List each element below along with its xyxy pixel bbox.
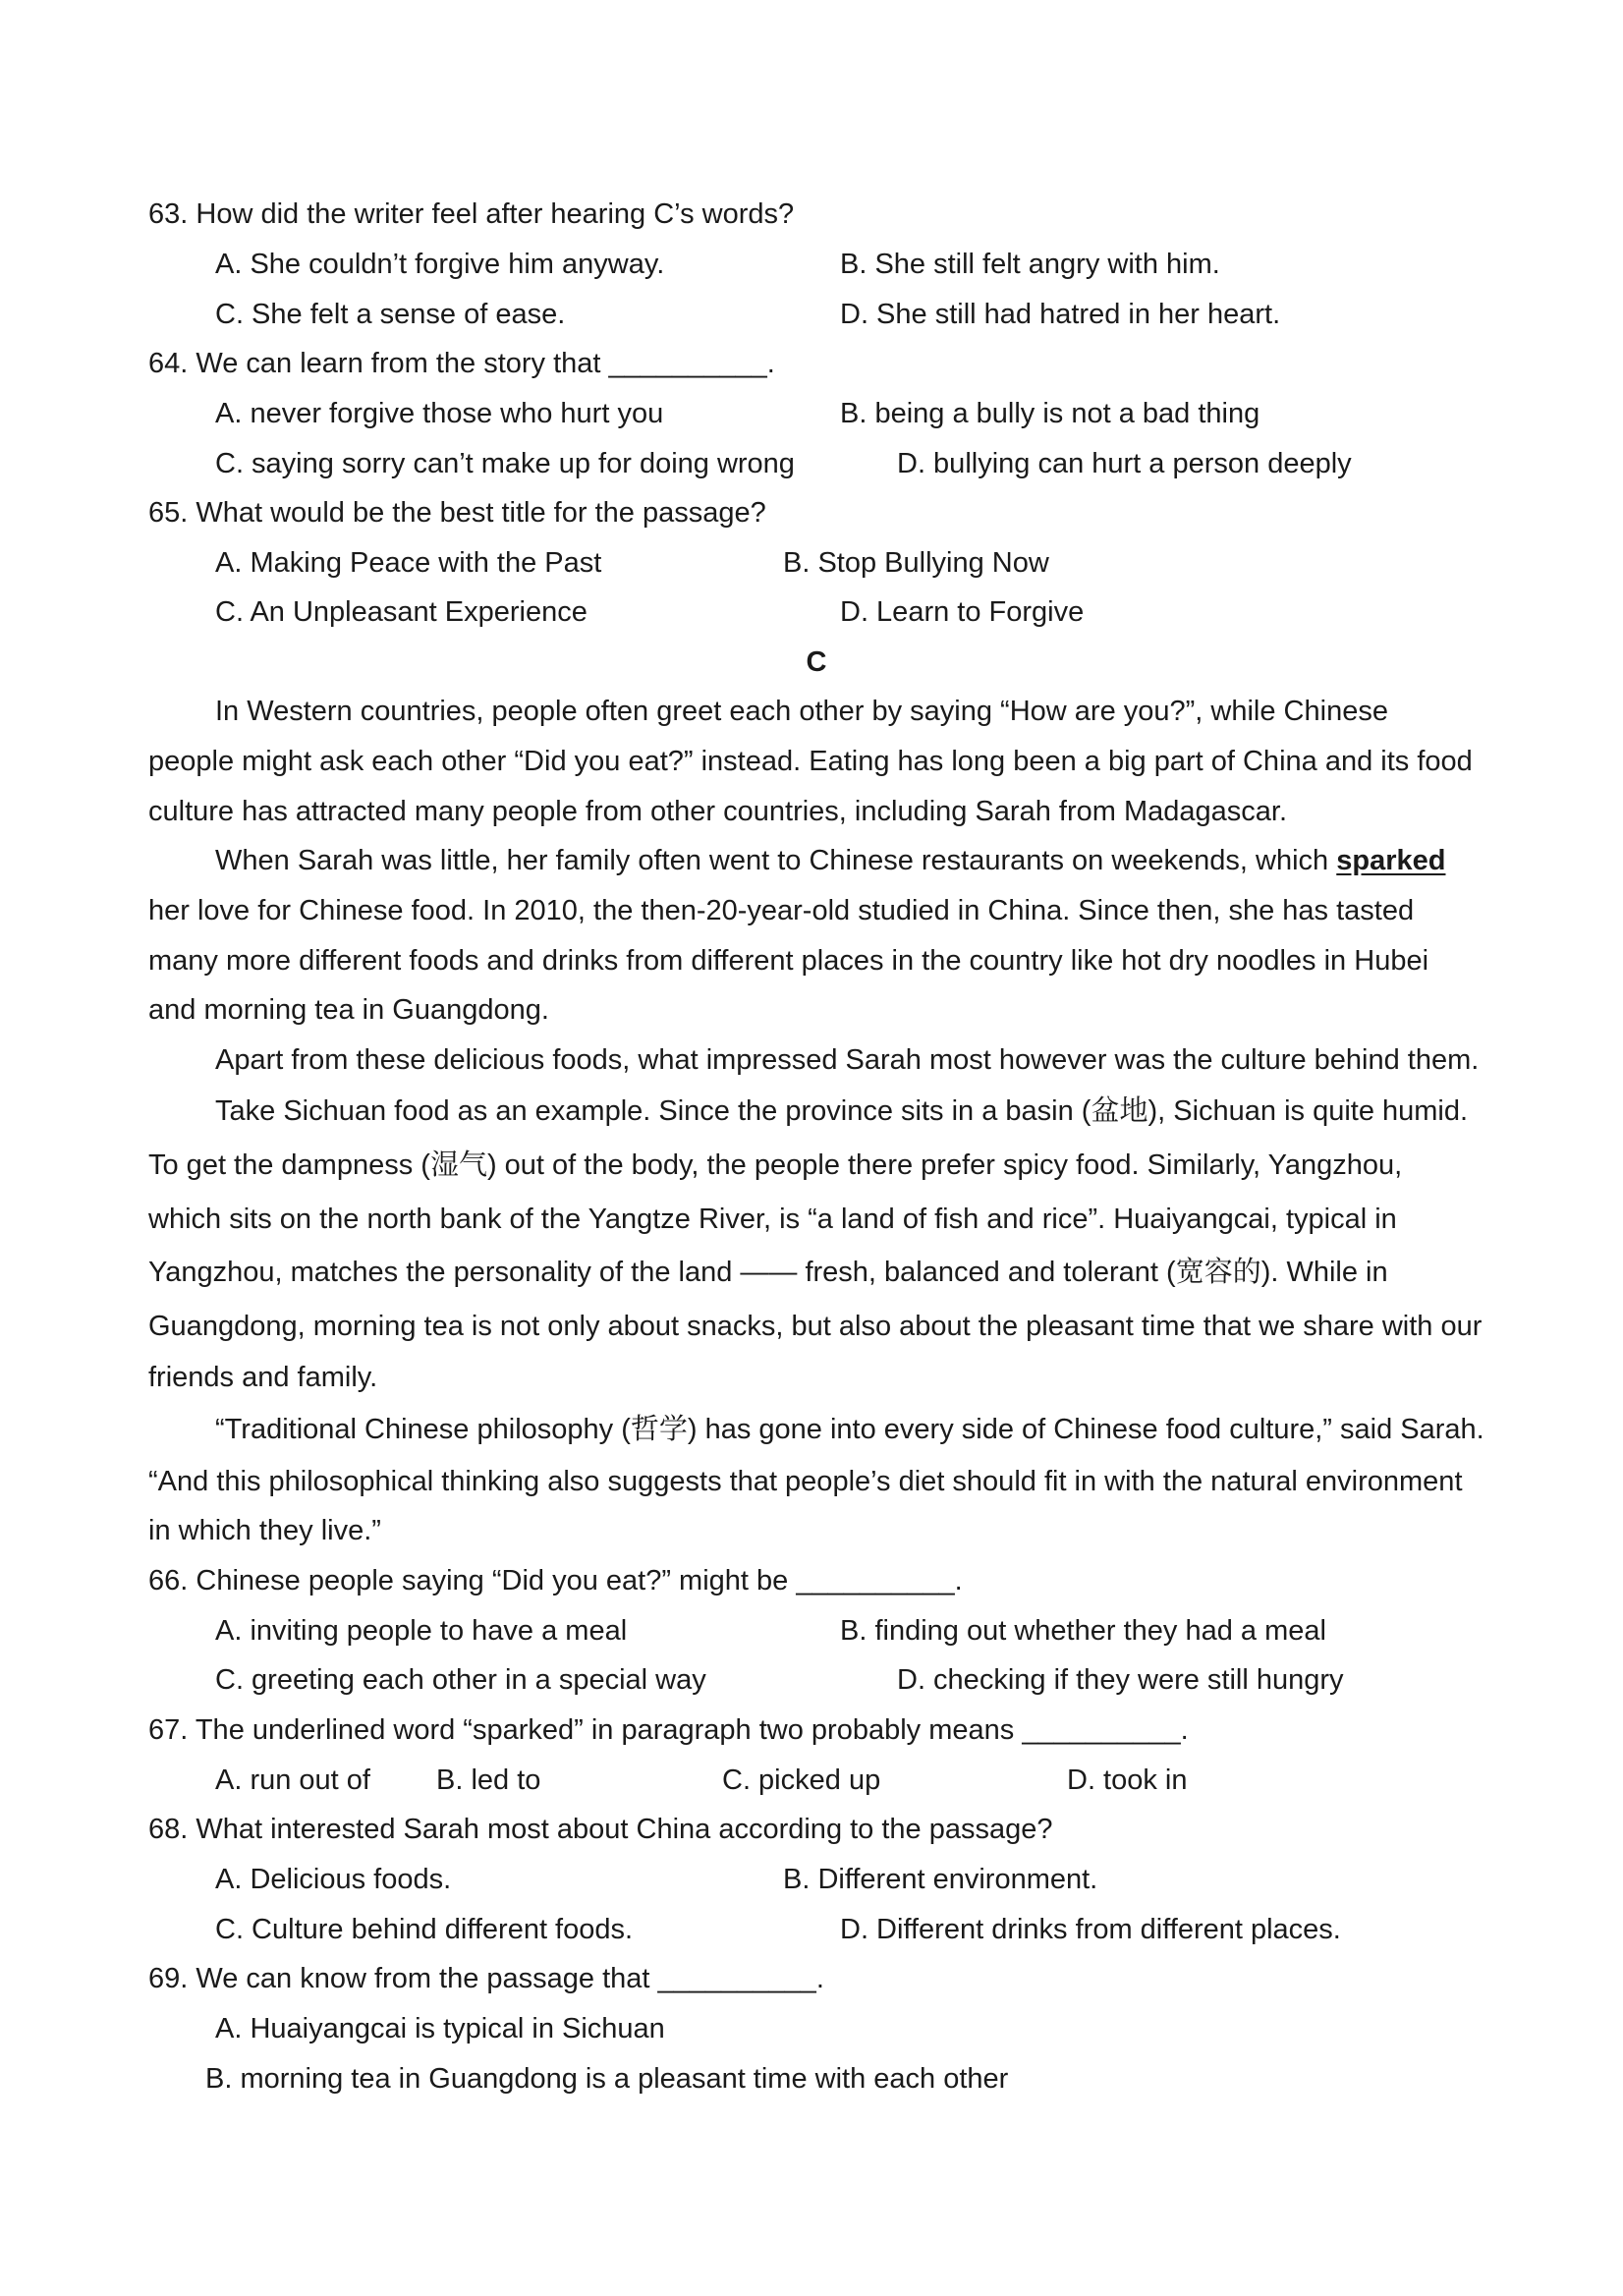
passage-line: her love for Chinese food. In 2010, the then-20-year-old studied in China. Since then, she has tasted [148, 895, 1415, 926]
passage-line [215, 843, 1445, 878]
question-64-option-b: B. being a bully is not a bad thing [840, 398, 1260, 429]
question-63-option-b: B. She still felt angry with him. [840, 249, 1220, 280]
passage-line: in which they live.” [148, 1515, 381, 1546]
passage-line: friends and family. [148, 1362, 378, 1393]
passage-line: and morning tea in Guangdong. [148, 994, 549, 1026]
question-63-option-a: A. She couldn’t forgive him anyway. [215, 249, 665, 280]
passage-line: which sits on the north bank of the Yangtze River, is “a land of fish and rice”. Huaiyangcai, typical in [148, 1204, 1397, 1235]
question-65-option-c: C. An Unpleasant Experience [215, 596, 588, 628]
question-66-option-b: B. finding out whether they had a meal [840, 1615, 1326, 1647]
question-67-option-a: A. run out of [215, 1764, 370, 1796]
underlined-word-sparked: sparked [1336, 845, 1446, 876]
passage-line: many more different foods and drinks from different places in the country like hot dry noodles in Hubei [148, 945, 1429, 977]
question-66-option-c: C. greeting each other in a special way [215, 1664, 706, 1696]
question-63-option-d: D. She still had hatred in her heart. [840, 299, 1281, 330]
passage-line: people might ask each other “Did you eat?” instead. Eating has long been a big part of China and its food [148, 746, 1473, 777]
question-65-option-d: D. Learn to Forgive [840, 596, 1085, 628]
question-66-option-a: A. inviting people to have a meal [215, 1615, 628, 1647]
passage-line: Take Sichuan food as an example. Since the province sits in a basin (盆地), Sichuan is quite humid. [215, 1095, 1469, 1127]
question-68-option-b: B. Different environment. [783, 1864, 1098, 1895]
question-66-stem: 66. Chinese people saying “Did you eat?” might be __________. [148, 1565, 963, 1596]
passage-line: “Traditional Chinese philosophy (哲学) has gone into every side of Chinese food culture,” said Sarah. [215, 1414, 1484, 1445]
question-65-option-a: A. Making Peace with the Past [215, 547, 602, 579]
passage-line: In Western countries, people often greet each other by saying “How are you?”, while Chinese [215, 696, 1388, 727]
question-68-option-d: D. Different drinks from different places. [840, 1914, 1341, 1945]
question-65-option-b: B. Stop Bullying Now [783, 547, 1049, 579]
question-64-stem: 64. We can learn from the story that __________. [148, 348, 775, 379]
question-67-stem: 67. The underlined word “sparked” in paragraph two probably means __________. [148, 1714, 1189, 1746]
question-65-stem: 65. What would be the best title for the passage? [148, 497, 766, 529]
section-c-title: C [806, 646, 827, 678]
question-69-option-b: B. morning tea in Guangdong is a pleasant time with each other [205, 2063, 1009, 2095]
question-69-stem: 69. We can know from the passage that __________. [148, 1963, 824, 1994]
passage-line: “And this philosophical thinking also suggests that people’s diet should fit in with the natural environment [148, 1466, 1463, 1497]
question-64-option-a: A. never forgive those who hurt you [215, 398, 664, 429]
question-66-option-d: D. checking if they were still hungry [897, 1664, 1344, 1696]
question-69-option-a: A. Huaiyangcai is typical in Sichuan [215, 2013, 665, 2044]
passage-line: Guangdong, morning tea is not only about snacks, but also about the pleasant time that we share with our [148, 1311, 1483, 1342]
question-67-option-c: C. picked up [722, 1764, 881, 1796]
question-68-option-a: A. Delicious foods. [215, 1864, 452, 1895]
passage-line: culture has attracted many people from other countries, including Sarah from Madagascar. [148, 796, 1287, 827]
passage-line: Yangzhou, matches the personality of the land —— fresh, balanced and tolerant (宽容的). While in [148, 1257, 1388, 1288]
question-63-stem: 63. How did the writer feel after hearing C’s words? [148, 198, 795, 230]
question-68-stem: 68. What interested Sarah most about China according to the passage? [148, 1814, 1053, 1845]
question-67-option-d: D. took in [1067, 1764, 1188, 1796]
passage-line: Apart from these delicious foods, what impressed Sarah most however was the culture behind them. [215, 1044, 1480, 1076]
question-68-option-c: C. Culture behind different foods. [215, 1914, 634, 1945]
question-64-option-c: C. saying sorry can’t make up for doing wrong [215, 448, 795, 479]
question-63-option-c: C. She felt a sense of ease. [215, 299, 566, 330]
question-64-option-d: D. bullying can hurt a person deeply [897, 448, 1352, 479]
question-67-option-b: B. led to [436, 1764, 541, 1796]
passage-line: To get the dampness (湿气) out of the body, the people there prefer spicy food. Similarly, Yangzhou, [148, 1149, 1403, 1181]
passage-line-text: When Sarah was little, her family often went to Chinese restaurants on weekends, which [215, 845, 1337, 876]
